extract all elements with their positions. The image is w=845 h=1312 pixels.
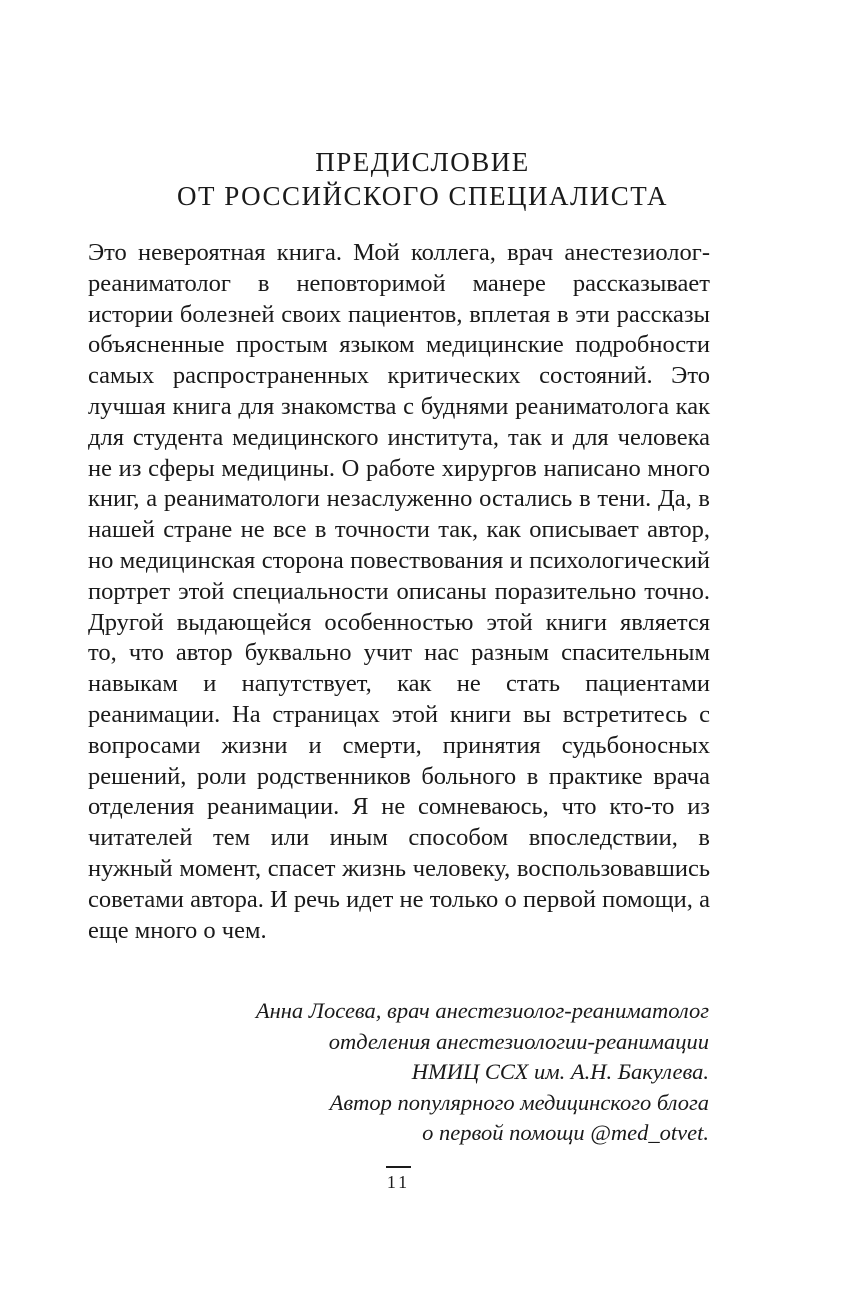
signature-line-4: Автор популярного медицинского блога xyxy=(329,1089,709,1115)
page-number: 11 xyxy=(386,1172,411,1192)
page-number-rule xyxy=(386,1166,411,1168)
chapter-heading xyxy=(80,145,765,213)
foreword-paragraph: Это невероятная книга. Мой коллега, врач анестезиолог-реаниматолог в неповторимой манере рассказывает истории болезней своих пациентов, вплетая в эти рассказы объясненные простым языком медицинские подробности самых распространенных критических состояний. Это лучшая книга для знакомства с буднями реаниматолога как для студента медицинского института, так и для человека не из сферы медицины. О работе хирургов написано много книг, а реаниматологи незаслуженно остались в тени. Да, в нашей стране не все в точности так, как описывает автор, но медицинская сторона повествования и психологический портрет этой специальности описаны поразительно точно. Другой выдающейся особенностью этой книги является то, что автор буквально учит нас разным спасительным навыкам и напутствует, как не стать пациентами реанимации. На страницах этой книги вы встретитесь с вопросами жизни и смерти, принятия судьбоносных решений, роли родственников больного в практике врача отделения реанимации. Я не сомневаюсь, что кто-то из читателей тем или иным способом впоследствии, в нужный момент, спасет жизнь человеку, воспользовавшись советами автора. И речь идет не только о первой помощи, а еще много о чем. xyxy=(88,239,710,944)
foreword-body xyxy=(88,238,710,946)
signature-line-5: о первой помощи @med_otvet. xyxy=(422,1120,709,1145)
signature-line-1: Анна Лосева, врач анестезиолог-реаниматолог xyxy=(255,998,709,1023)
chapter-heading-line-1: ПРЕДИСЛОВИЕ xyxy=(315,147,530,177)
chapter-heading-line-2: ОТ РОССИЙСКОГО СПЕЦИАЛИСТА xyxy=(177,181,668,211)
author-signature xyxy=(149,996,709,1149)
signature-line-3: НМИЦ ССХ им. А.Н. Бакулева. xyxy=(411,1059,709,1084)
signature-line-2: отделения анестезиологии-реанимации xyxy=(328,1028,709,1054)
